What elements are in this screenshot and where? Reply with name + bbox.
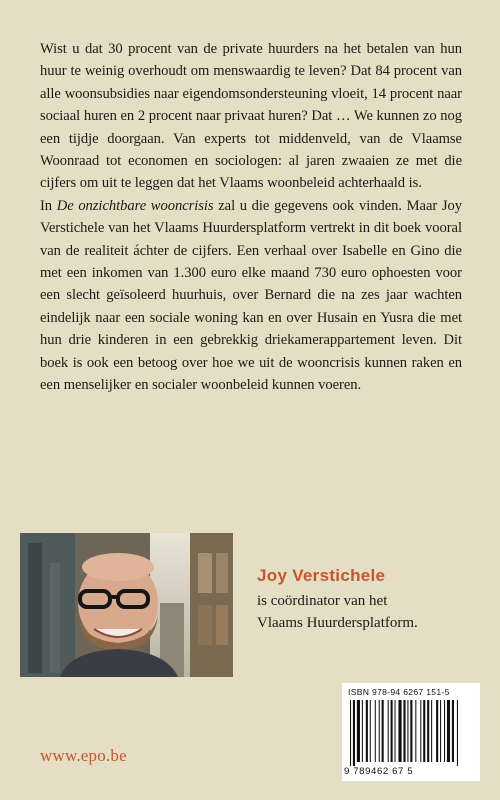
author-photo xyxy=(20,533,233,677)
author-portrait-image xyxy=(20,533,233,677)
barcode-bar xyxy=(398,700,401,762)
barcode-bar xyxy=(423,700,425,762)
barcode-bar xyxy=(366,700,368,762)
book-title-italic: De onzichtbare wooncrisis xyxy=(56,197,214,214)
barcode-bar xyxy=(357,700,360,762)
barcode-bar xyxy=(457,700,458,766)
barcode-bar xyxy=(410,700,412,762)
back-cover-blurb xyxy=(40,38,462,397)
ean-digits: 9 789462 67 5 xyxy=(344,766,414,777)
blurb-p2-rest: zal u die gegevens ook vinden. Maar Joy Verstichele van het Vlaams Huurdersplatform vertrekt in dit boek vooral van de realiteit áchter de cijfers. Een verhaal over Isabelle en Gino die met een inkomen van 1.300 euro elke maand 730 euro ophoesten voor een slecht geïsoleerd huurhuis, over Bernard die na zes jaar wachten eindelijk naar een sociale woning kan en over Husain en Yusra die met hun drie kinderen in een gebrekkig driekamerappartement leven. Dit boek is ook een betoog over hoe we uit de wooncrisis kunnen raken en een menselijker en socialer woonbeleid kunnen voeren. xyxy=(40,197,463,394)
author-role-line-2: Vlaams Huurdersplatform. xyxy=(257,615,418,631)
barcode-bar xyxy=(444,700,445,762)
blurb-paragraph-2 xyxy=(40,195,462,397)
barcode-bar xyxy=(379,700,380,762)
barcode-bar xyxy=(436,700,438,762)
author-name: Joy Verstichele xyxy=(257,566,386,585)
barcode-bar xyxy=(407,700,408,762)
author-info xyxy=(257,566,487,634)
blurb-p2-lead: In xyxy=(40,197,57,214)
isbn-label: ISBN 978-94 6267 151-5 xyxy=(348,687,450,697)
barcode-bar xyxy=(427,700,429,762)
barcode-bar xyxy=(362,700,363,762)
barcode-bar xyxy=(452,700,454,762)
publisher-website: www.epo.be xyxy=(40,746,127,765)
barcode-bar xyxy=(431,700,432,762)
author-role-line-1: is coördinator van het xyxy=(257,593,388,609)
barcode-bar xyxy=(375,700,376,762)
barcode-bar xyxy=(382,700,384,762)
barcode-bar xyxy=(353,700,355,766)
barcode-bar xyxy=(415,700,416,762)
blurb-paragraph-1: Wist u dat 30 procent van de private huurders na het betalen van hun huur te weinig overhoudt om menswaardig te leven? Dat 84 procent van alle woonsubsidies naar eigendomsondersteuning vloeit, 14 procent naar sociaal huren en 2 procent naar privaat huren? Dat … We kunnen zo nog een tijdje doorgaan. Van experts tot middenveld, van de Vlaamse Woonraad tot economen en sociologen: al jaren zwaaien ze met die cijfers om uit te leggen dat het Vlaams woonbeleid achterhaald is. xyxy=(40,41,462,192)
barcode-bar xyxy=(447,700,450,762)
isbn-barcode xyxy=(342,683,480,781)
barcode-bars-image xyxy=(350,700,472,766)
barcode-bar xyxy=(403,700,405,762)
barcode-bar xyxy=(350,700,351,766)
barcode-bar xyxy=(395,700,396,762)
author-role xyxy=(257,590,487,634)
barcode-bar xyxy=(391,700,393,762)
barcode-bar xyxy=(370,700,371,762)
barcode-bar xyxy=(388,700,389,762)
barcode-bar xyxy=(440,700,441,762)
barcode-bar xyxy=(420,700,421,762)
